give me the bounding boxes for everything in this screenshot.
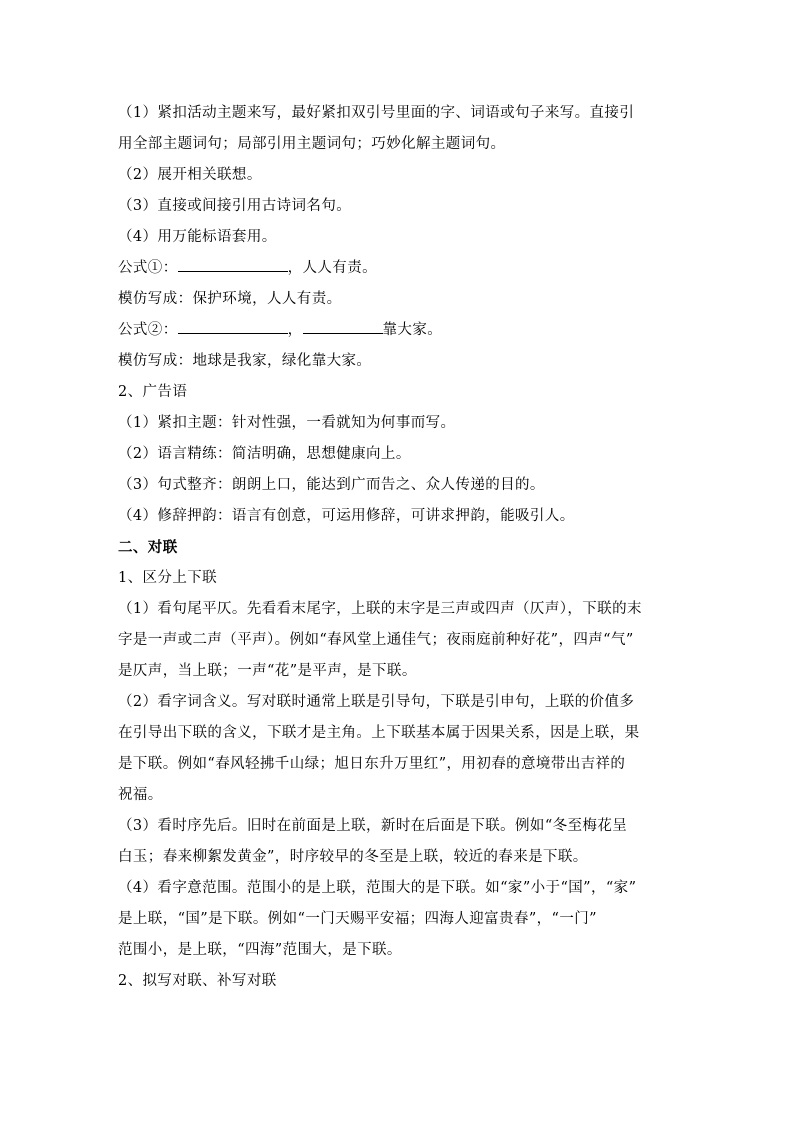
formula-2-blank-2: [303, 319, 383, 334]
couplet-subsection-title: 1、区分上下联: [118, 570, 218, 586]
couplet-rule-1-line-3: 是仄声，当上联；一声“花”是平声，是下联。: [118, 663, 417, 679]
couplet-rule-2-line-1: （2）看字词含义。写对联时通常上联是引导句，下联是引申句，上联的价值多: [118, 694, 635, 710]
formula-1-blank: [178, 257, 288, 272]
formula-1-prefix: 公式①：: [118, 260, 178, 276]
couplet-rule-2-line-4: 祝福。: [118, 787, 163, 803]
formula-2-blank-1: [178, 319, 288, 334]
ad-section-title: 2、广告语: [118, 384, 188, 400]
ad-item-2: （2）语言精练：简洁明确，思想健康向上。: [118, 446, 411, 462]
couplet-rule-1-line-1: （1）看句尾平仄。先看看末尾字，上联的末字是三声或四声（仄声），下联的末: [118, 601, 642, 617]
item-1-line-2: 用全部主题词句；局部引用主题词句；巧妙化解主题词句。: [118, 136, 506, 152]
formula-2-prefix: 公式②：: [118, 322, 178, 338]
item-4: （4）用万能标语套用。: [118, 229, 277, 245]
ad-item-3: （3）句式整齐：朗朗上口，能达到广而告之、众人传递的目的。: [118, 477, 545, 493]
item-2: （2）展开相关联想。: [118, 167, 262, 183]
couplet-rule-2-line-3: 是下联。例如“春风轻拂千山绿；旭日东升万里红”，用初春的意境带出吉祥的: [118, 756, 626, 772]
ad-item-4: （4）修辞押韵：语言有创意，可运用修辞，可讲求押韵，能吸引人。: [118, 508, 575, 524]
formula-1-example: 模仿写成：保护环境，人人有责。: [118, 291, 342, 307]
couplet-rule-3-line-2: 白玉；春来柳絮发黄金”，时序较早的冬至是上联，较近的春来是下联。: [118, 849, 588, 865]
formula-2-mid: ，: [287, 322, 303, 338]
formula-2-example: 模仿写成：地球是我家，绿化靠大家。: [118, 353, 372, 369]
couplet-rule-4-line-1: （4）看字意范围。范围小的是上联，范围大的是下联。如“家”小于“国”，“家”: [118, 880, 637, 896]
ad-item-1: （1）紧扣主题：针对性强，一看就知为何事而写。: [118, 415, 456, 431]
couplet-rule-3-line-1: （3）看时序先后。旧时在前面是上联，新时在后面是下联。例如“冬至梅花呈: [118, 818, 628, 834]
item-1-line-1: （1）紧扣活动主题来写，最好紧扣双引号里面的字、词语或句子来写。直接引: [118, 105, 635, 121]
couplet-rule-1-line-2: 字是一声或二声（平声）。例如“春风堂上通佳气；夜雨庭前种好花”，四声“气”: [118, 632, 634, 648]
document-body: [118, 98, 678, 997]
section-heading-couplets: 二、对联: [118, 539, 178, 556]
formula-2: [118, 315, 678, 346]
formula-2-suffix: 靠大家。: [382, 322, 443, 338]
couplet-writing-subsection-title: 2、拟写对联、补写对联: [118, 973, 277, 989]
formula-1: [118, 253, 678, 284]
formula-1-suffix: ，人人有责。: [287, 260, 378, 276]
couplet-rule-4-line-2: 是上联，“国”是下联。例如“一门天赐平安福；四海人迎富贵春”，“一门”: [118, 911, 597, 927]
couplet-rule-2-line-2: 在引导出下联的含义，下联才是主角。上下联基本属于因果关系，因是上联，果: [118, 725, 640, 741]
item-3: （3）直接或间接引用古诗词名句。: [118, 198, 352, 214]
couplet-rule-4-line-3: 范围小，是上联，“四海”范围大，是下联。: [118, 942, 402, 958]
